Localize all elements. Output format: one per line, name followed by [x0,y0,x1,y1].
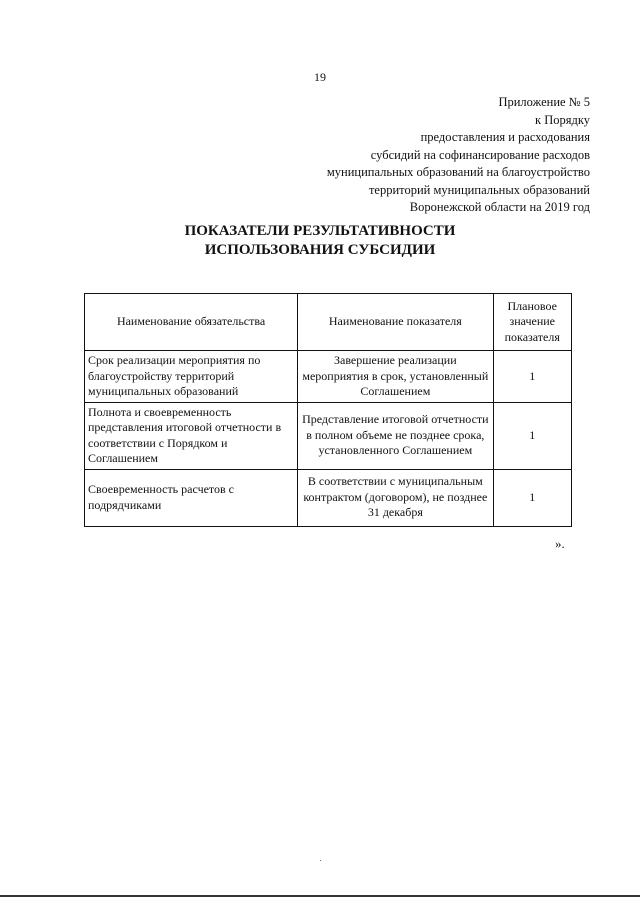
appendix-line: к Порядку [535,112,590,127]
cell-planned-value: 1 [493,402,572,469]
appendix-line: территорий муниципальных образований [368,182,590,197]
title-line-2: ИСПОЛЬЗОВАНИЯ СУБСИДИИ [204,242,436,258]
cell-indicator: В соответствии с муниципальным контрактом (договором), не позднее 31 декабря [298,469,493,526]
table-row [85,402,572,469]
appendix-line: предоставления и расходования [420,130,590,144]
scan-speck [320,860,321,861]
appendix-line: субсидий на софинансирование расходов [370,147,590,162]
document-title [0,222,640,260]
scan-bottom-edge [0,895,640,897]
appendix-line: Воронежской области на 2019 год [409,200,590,214]
appendix-line: муниципальных образований на благоустройство [326,165,590,179]
cell-indicator: Представление итоговой отчетности в полном объеме не позднее срока, установленного Соглашением [298,402,493,469]
header-obligation: Наименование обязательства [85,294,298,351]
header-indicator: Наименование показателя [298,294,493,351]
table-header-row [85,294,572,351]
cell-planned-value: 1 [493,351,572,403]
indicators-table [84,293,572,527]
page-number: 19 [314,70,326,84]
cell-indicator: Завершение реализации мероприятия в срок, установленный Соглашением [298,351,493,403]
table-row [85,351,572,403]
header-planned-value: Плановое значение показателя [493,294,572,351]
appendix-line: Приложение № 5 [498,95,590,109]
cell-obligation: Срок реализации мероприятия по благоустройству территорий муниципальных образований [85,351,298,403]
title-line-1: ПОКАЗАТЕЛИ РЕЗУЛЬТАТИВНОСТИ [184,223,456,239]
closing-quote-mark: ». [555,536,565,551]
cell-obligation: Своевременность расчетов с подрядчиками [85,469,298,526]
appendix-header [250,94,590,217]
cell-obligation: Полнота и своевременность представления итоговой отчетности в соответствии с Порядком и Соглашением [85,402,298,469]
cell-planned-value: 1 [493,469,572,526]
table-row [85,469,572,526]
